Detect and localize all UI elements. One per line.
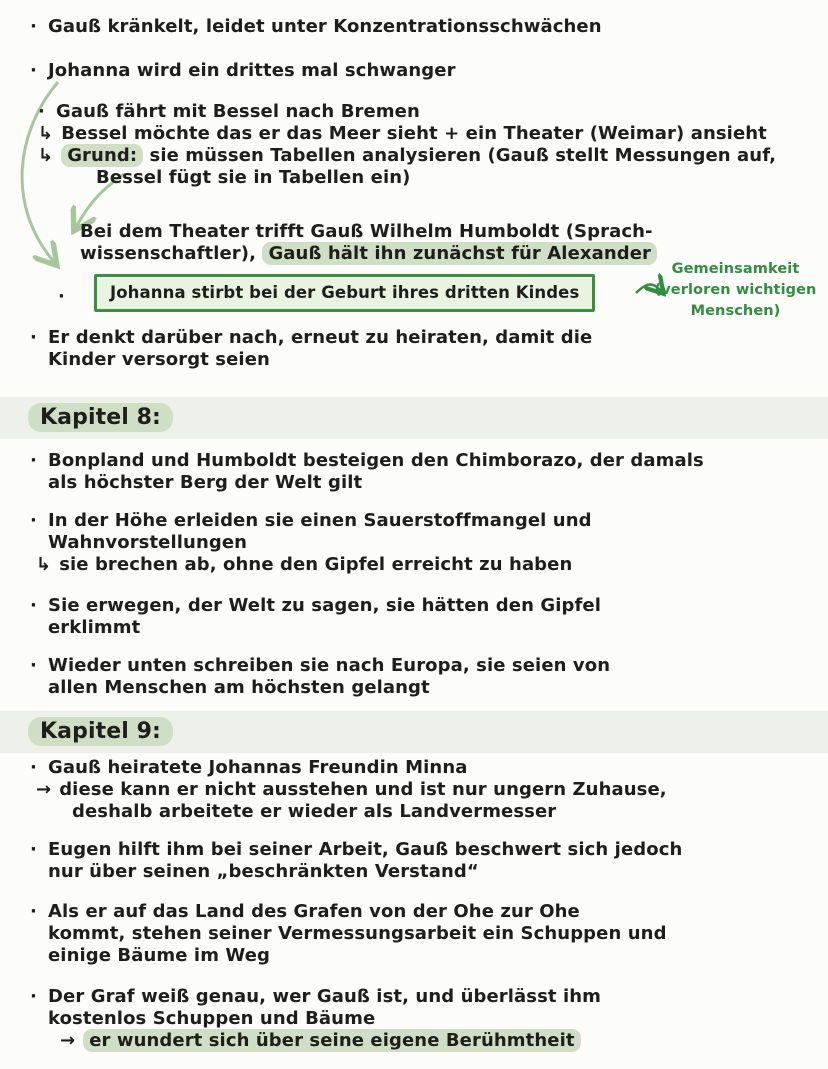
note-text: nur über seinen „beschränkten Verstand“ bbox=[48, 861, 479, 882]
note-text: Bessel fügt sie in Tabellen ein) bbox=[96, 167, 411, 188]
note-continuation bbox=[48, 617, 140, 639]
note-continuation bbox=[48, 677, 430, 699]
note-line bbox=[30, 327, 592, 349]
note-text: In der Höhe erleiden sie einen Sauerstoffmangel und bbox=[48, 510, 592, 531]
boxed-note-johanna-stirbt bbox=[94, 274, 595, 312]
note-text: Bessel möchte das er das Meer sieht + ein Theater (Weimar) ansieht bbox=[61, 123, 767, 144]
note-line bbox=[30, 839, 682, 861]
note-subline bbox=[60, 1030, 581, 1052]
note-text: Er denkt darüber nach, erneut zu heiraten, damit die bbox=[48, 327, 593, 348]
note-text: kommt, stehen seiner Vermessungsarbeit ein Schuppen und bbox=[48, 923, 667, 944]
bullet-dot: · bbox=[30, 655, 37, 676]
note-continuation bbox=[48, 349, 270, 371]
note-line bbox=[30, 60, 456, 82]
note-text: Eugen hilft ihm bei seiner Arbeit, Gauß beschwert sich jedoch bbox=[48, 839, 683, 860]
note-text: Der Graf weiß genau, wer Gauß ist, und überlässt ihm bbox=[48, 986, 602, 1007]
note-text: allen Menschen am höchsten gelangt bbox=[48, 677, 430, 698]
highlighted-text: Grund: bbox=[61, 144, 143, 167]
note-line bbox=[30, 595, 601, 617]
bullet-dot: · bbox=[30, 595, 37, 616]
note-continuation bbox=[48, 923, 667, 945]
bullet-dot: · bbox=[30, 327, 37, 348]
note-line bbox=[30, 450, 704, 472]
note-continuation bbox=[72, 801, 556, 823]
note-continuation bbox=[48, 472, 362, 494]
note-subline bbox=[36, 554, 572, 576]
margin-annotation bbox=[648, 259, 823, 322]
note-line bbox=[30, 986, 601, 1008]
bullet-dot: · bbox=[30, 986, 37, 1007]
note-text: Gauß kränkelt, leidet unter Konzentrationsschwächen bbox=[48, 16, 602, 37]
note-text: sie müssen Tabellen analysieren (Gauß stellt Messungen auf, bbox=[149, 145, 777, 166]
boxed-note-text: Johanna stirbt bei der Geburt ihres dritten Kindes bbox=[110, 283, 580, 302]
note-text: Als er auf das Land des Grafen von der Ohe zur Ohe bbox=[48, 901, 580, 922]
note-line bbox=[38, 101, 420, 123]
hook-arrow-icon: ↳ bbox=[38, 145, 54, 166]
right-arrow-icon: → bbox=[36, 779, 52, 800]
note-text: Sie erwegen, der Welt zu sagen, sie hätten den Gipfel bbox=[48, 595, 601, 616]
note-continuation bbox=[48, 861, 479, 883]
chapter-8-heading: Kapitel 8: bbox=[28, 403, 173, 432]
note-continuation bbox=[48, 945, 270, 967]
bullet-dot: · bbox=[30, 510, 37, 531]
note-subline bbox=[38, 145, 776, 167]
note-text: als höchster Berg der Welt gilt bbox=[48, 472, 363, 493]
note-subline bbox=[36, 779, 667, 801]
note-continuation bbox=[96, 167, 410, 189]
note-subline bbox=[38, 123, 767, 145]
bullet-dot: · bbox=[30, 450, 37, 471]
note-text: Gauß heiratete Johannas Freundin Minna bbox=[48, 757, 468, 778]
highlighted-text: er wundert sich über seine eigene Berühmtheit bbox=[83, 1029, 580, 1052]
annotation-line: (verloren wichtigen bbox=[654, 282, 817, 298]
annotation-line: Gemeinsamkeit bbox=[671, 261, 800, 277]
note-line bbox=[30, 757, 468, 779]
note-line bbox=[30, 655, 610, 677]
note-text: Bei dem Theater trifft Gauß Wilhelm Humboldt (Sprach- bbox=[80, 221, 653, 242]
bullet-dot: · bbox=[30, 16, 37, 37]
note-line bbox=[80, 243, 657, 265]
note-text: Wieder unten schreiben sie nach Europa, sie seien von bbox=[48, 655, 611, 676]
chapter-9-heading: Kapitel 9: bbox=[28, 717, 173, 746]
note-continuation bbox=[48, 532, 247, 554]
hook-arrow-icon: ↳ bbox=[38, 123, 54, 144]
note-text: einige Bäume im Weg bbox=[48, 945, 271, 966]
note-text: Gauß fährt mit Bessel nach Bremen bbox=[56, 101, 420, 122]
chapter-8-band bbox=[0, 397, 828, 439]
note-line bbox=[30, 16, 602, 38]
note-continuation bbox=[48, 1008, 375, 1030]
note-text: erklimmt bbox=[48, 617, 141, 638]
bullet-dot: · bbox=[58, 286, 65, 307]
chapter-9-band bbox=[0, 711, 828, 753]
note-text: wissenschaftler), bbox=[80, 243, 257, 264]
note-text: deshalb arbeitete er wieder als Landvermesser bbox=[72, 801, 557, 822]
note-text: diese kann er nicht ausstehen und ist nur ungern Zuhause, bbox=[59, 779, 667, 800]
bullet-dot: · bbox=[30, 757, 37, 778]
bullet-dot: · bbox=[38, 101, 45, 122]
note-text: Johanna wird ein drittes mal schwanger bbox=[48, 60, 456, 81]
hook-arrow-icon: ↳ bbox=[36, 554, 52, 575]
note-line bbox=[30, 510, 592, 532]
bullet-dot: · bbox=[30, 839, 37, 860]
annotation-line: Menschen) bbox=[690, 303, 781, 319]
bullet-dot: · bbox=[30, 901, 37, 922]
note-text: Bonpland und Humboldt besteigen den Chimborazo, der damals bbox=[48, 450, 704, 471]
note-text: Wahnvorstellungen bbox=[48, 532, 248, 553]
right-arrow-icon: → bbox=[60, 1030, 76, 1051]
note-text: Kinder versorgt seien bbox=[48, 349, 270, 370]
note-text: kostenlos Schuppen und Bäume bbox=[48, 1008, 376, 1029]
note-text: sie brechen ab, ohne den Gipfel erreicht zu haben bbox=[59, 554, 573, 575]
note-line bbox=[80, 221, 653, 243]
note-line bbox=[30, 901, 580, 923]
bullet-dot: · bbox=[30, 60, 37, 81]
highlighted-text: Gauß hält ihn zunächst für Alexander bbox=[262, 242, 657, 265]
